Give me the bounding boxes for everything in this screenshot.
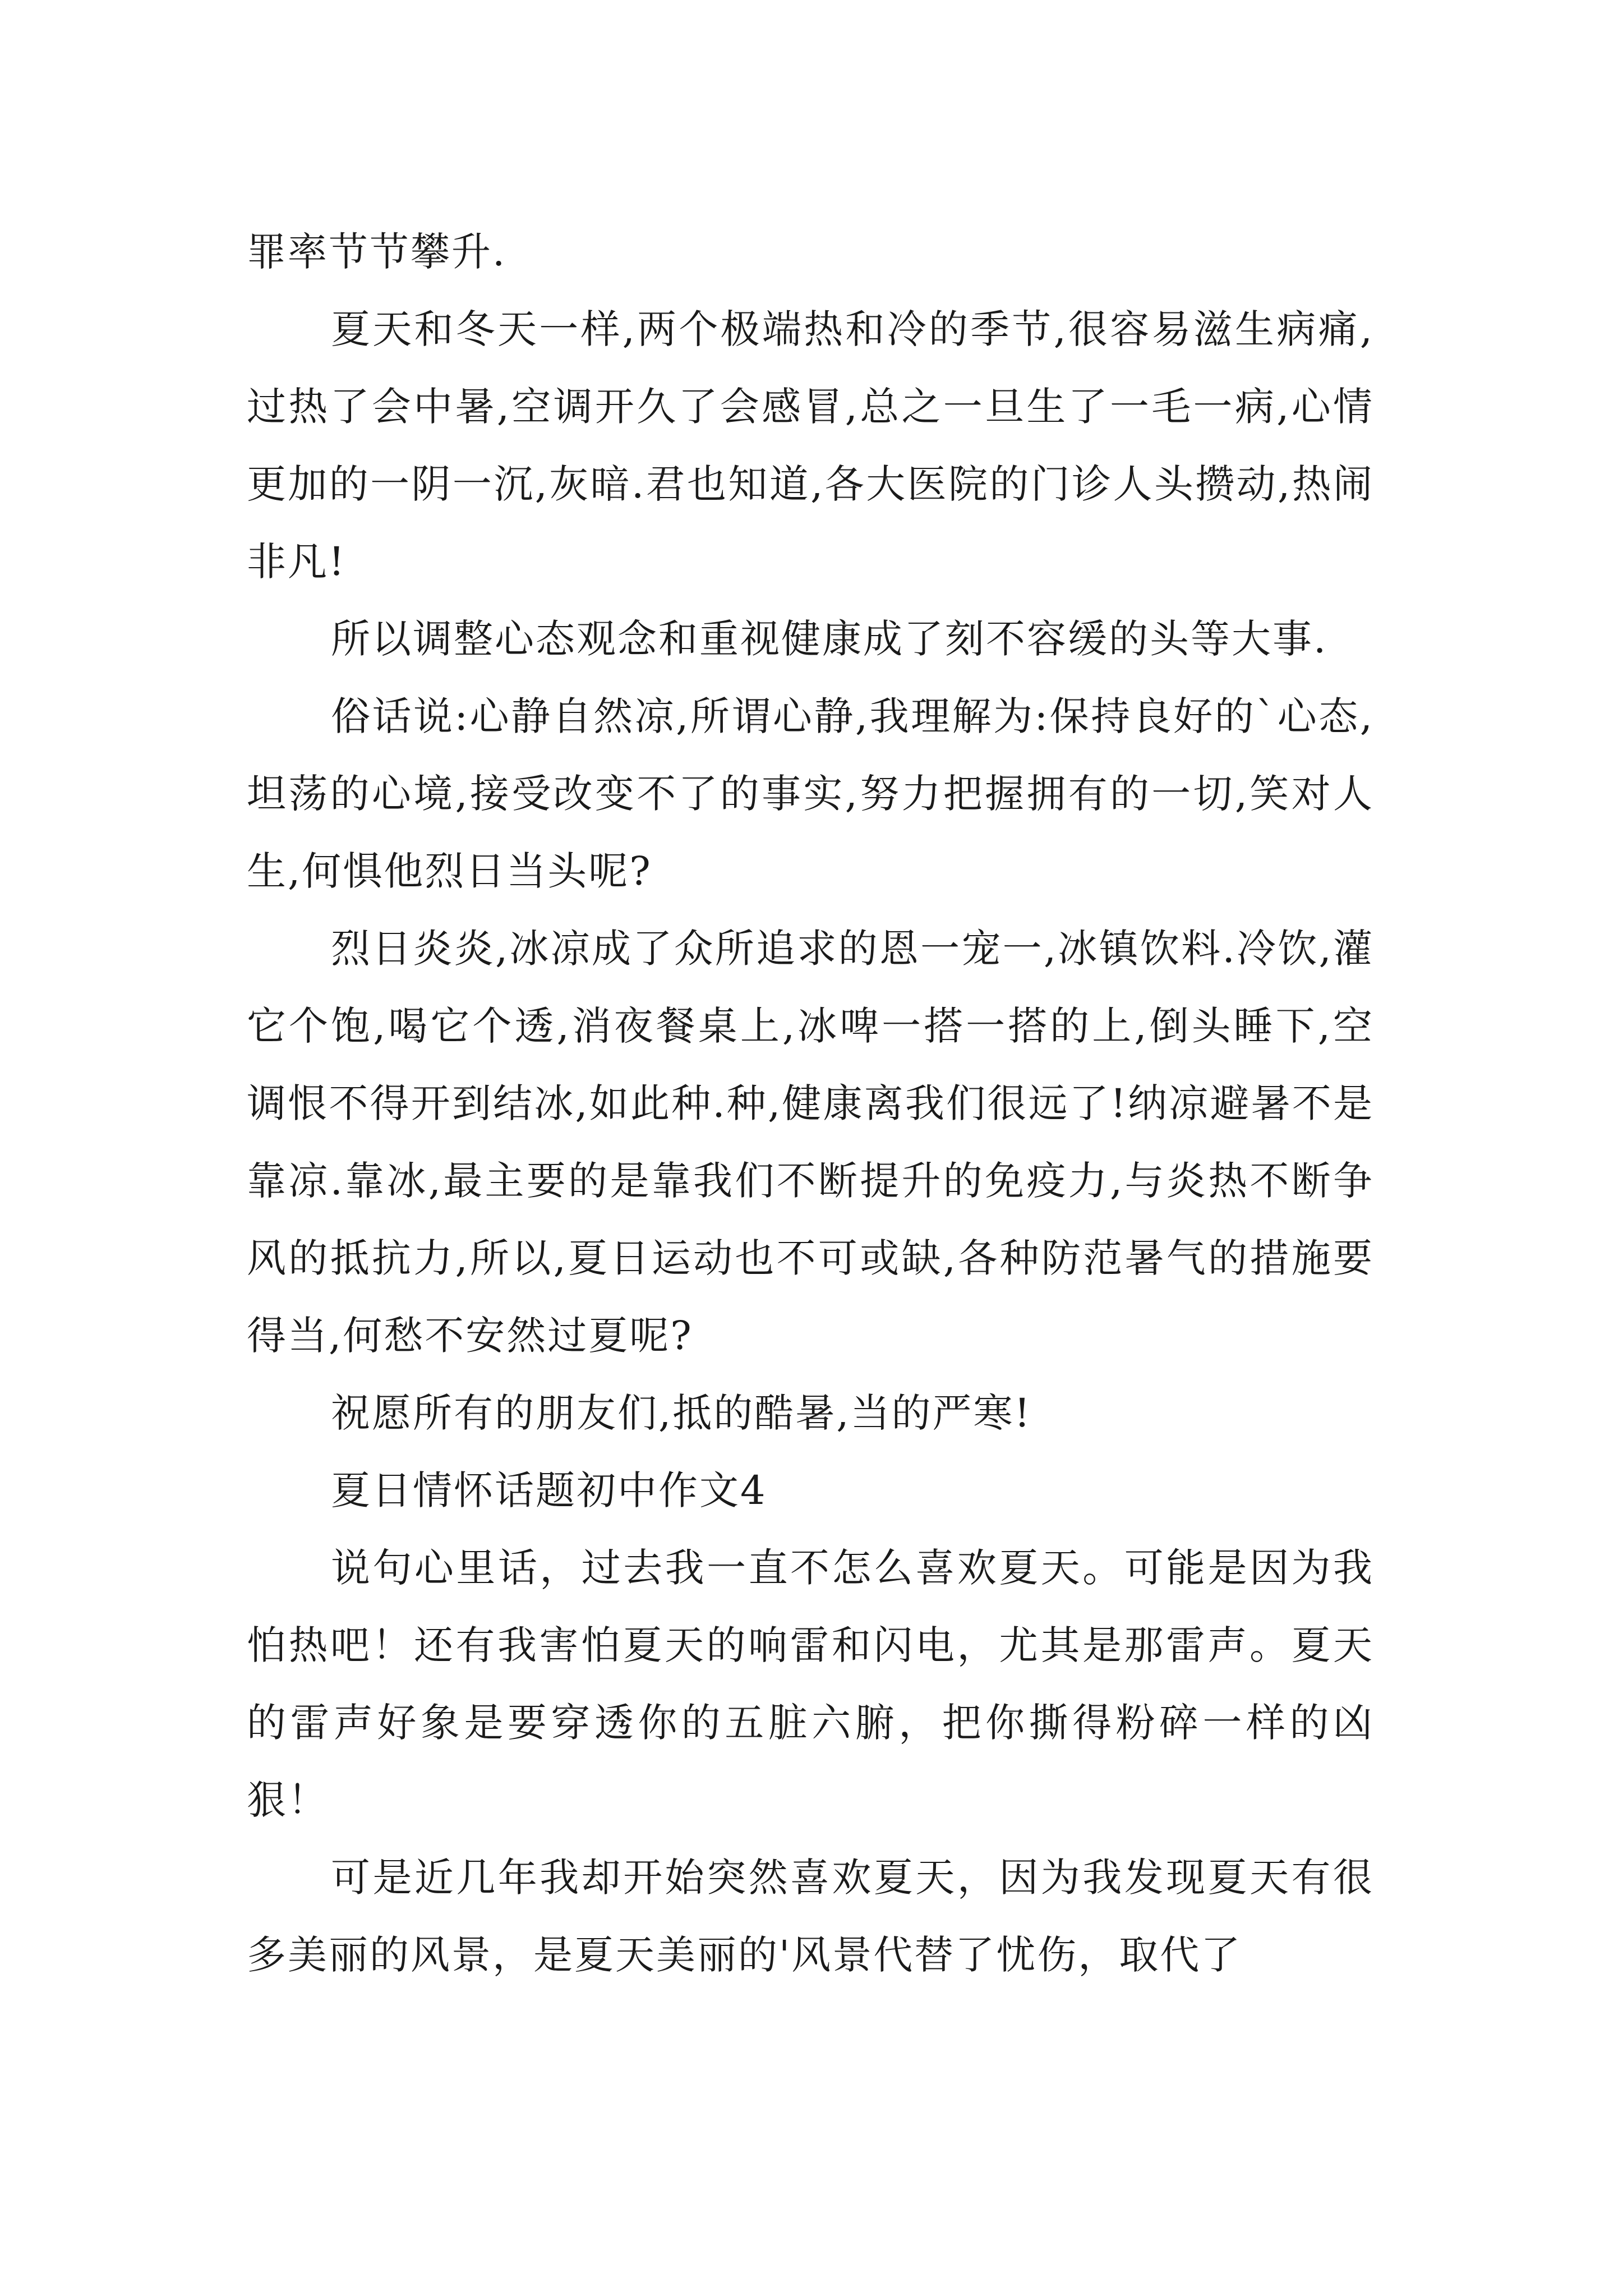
paragraph: 俗话说:心静自然凉,所谓心静,我理解为:保持良好的`心态,坦荡的心境,接受改变不了的事实,努力把握拥有的一切,笑对人生,何惧他烈日当头呢? [247,693,1374,894]
section-heading: 夏日情怀话题初中作文4 [331,1467,767,1513]
body-text [247,213,1374,1994]
paragraph: 说句心里话，过去我一直不怎么喜欢夏天。可能是因为我怕热吧！还有我害怕夏天的响雷和闪电，尤其是那雷声。夏天的雷声好象是要穿透你的五脏六腑，把你撕得粉碎一样的凶狠！ [247,1545,1374,1823]
paragraph: 夏天和冬天一样,两个极端热和冷的季节,很容易滋生病痛,过热了会中暑,空调开久了会感冒,总之一旦生了一毛一病,心情更加的一阴一沉,灰暗.君也知道,各大医院的门诊人头攒动,热闹非凡! [247,306,1374,585]
paragraph: 烈日炎炎,冰凉成了众所追求的恩一宠一,冰镇饮料.冷饮,灌它个饱,喝它个透,消夜餐桌上,冰啤一搭一搭的上,倒头睡下,空调恨不得开到结冰,如此种.种,健康离我们很远了!纳凉避暑不是靠凉.靠冰,最主要的是靠我们不断提升的免疫力,与炎热不断争风的抵抗力,所以,夏日运动也不可或缺,各种防范暑气的措施要得当,何愁不安然过夏呢? [247,926,1374,1359]
paragraph: 可是近几年我却开始突然喜欢夏天，因为我发现夏天有很多美丽的风景，是夏天美丽的'风景代替了忧伤，取代了 [247,1855,1374,1978]
paragraph: 祝愿所有的朋友们,抵的酷暑,当的严寒! [331,1390,1032,1436]
paragraph: 所以调整心态观念和重视健康成了刻不容缓的头等大事. [331,616,1328,662]
paragraph-continuation: 罪率节节攀升. [247,229,507,275]
